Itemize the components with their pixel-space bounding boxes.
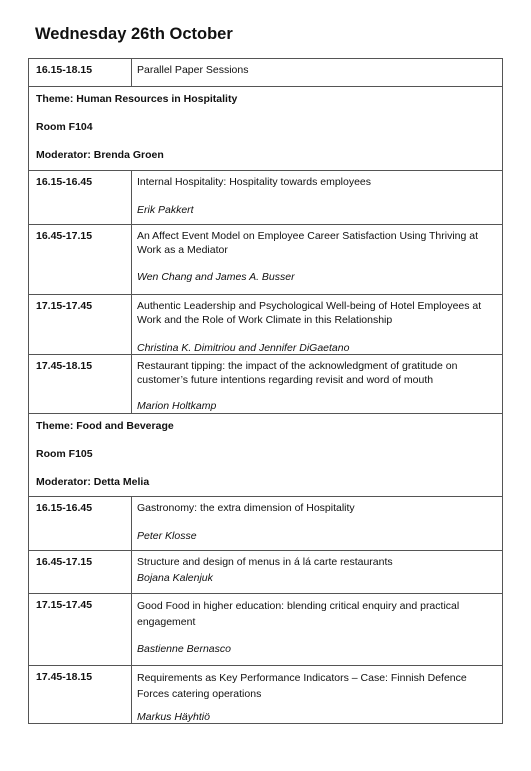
session-theme: Theme: Human Resources in Hospitality (36, 93, 238, 105)
paper-title: Structure and design of menus in á lá carte restaurants (137, 556, 393, 568)
paper-authors: Wen Chang and James A. Busser (137, 271, 295, 283)
paper-authors: Marion Holtkamp (137, 400, 217, 412)
session-header (29, 87, 502, 171)
paper-authors: Markus Häyhtiö (137, 711, 210, 723)
time-slot: 17.15-17.45 (29, 295, 132, 354)
paper-authors: Erik Pakkert (137, 204, 194, 216)
table-row (29, 666, 502, 724)
table-row (29, 551, 502, 594)
schedule-table (28, 58, 503, 724)
time-slot: 17.15-17.45 (29, 594, 132, 665)
table-row (29, 225, 502, 295)
paper-authors: Peter Klosse (137, 530, 197, 542)
session-moderator: Moderator: Brenda Groen (36, 149, 164, 161)
paper-title: Requirements as Key Performance Indicators – Case: Finnish Defence Forces catering operations (137, 672, 467, 700)
session-header (29, 414, 502, 497)
session-moderator: Moderator: Detta Melia (36, 476, 150, 488)
table-row (29, 497, 502, 551)
paper-title: Authentic Leadership and Psychological Well-being of Hotel Employees at Work and the Role of Work Climate in this Relationship (137, 300, 482, 326)
time-slot: 16.15-18.15 (29, 59, 132, 86)
session-room: Room F105 (36, 448, 93, 460)
paper-title: Good Food in higher education: blending critical enquiry and practical engagement (137, 600, 460, 628)
paper-title: Internal Hospitality: Hospitality towards employees (137, 176, 372, 188)
page-title: Wednesday 26th October (35, 25, 233, 43)
session-title: Parallel Paper Sessions (137, 64, 249, 76)
table-row (29, 59, 502, 87)
paper-authors: Christina K. Dimitriou and Jennifer DiGaetano (137, 342, 350, 354)
time-slot: 16.45-17.15 (29, 551, 132, 593)
table-row (29, 295, 502, 355)
table-row (29, 594, 502, 666)
session-theme: Theme: Food and Beverage (36, 420, 174, 432)
time-slot: 16.15-16.45 (29, 497, 132, 550)
time-slot: 17.45-18.15 (29, 666, 132, 723)
table-row (29, 171, 502, 225)
paper-title: An Affect Event Model on Employee Career Satisfaction Using Thriving at Work as a Mediator (137, 230, 479, 256)
time-slot: 17.45-18.15 (29, 355, 132, 413)
time-slot: 16.45-17.15 (29, 225, 132, 294)
paper-title: Gastronomy: the extra dimension of Hospitality (137, 502, 355, 514)
paper-title: Restaurant tipping: the impact of the acknowledgment of gratitude on customer’s future intentions regarding revisit and word of mouth (137, 360, 458, 386)
session-room: Room F104 (36, 121, 93, 133)
table-row (29, 355, 502, 414)
time-slot: 16.15-16.45 (29, 171, 132, 224)
paper-authors: Bastienne Bernasco (137, 643, 231, 655)
paper-authors: Bojana Kalenjuk (137, 572, 213, 584)
